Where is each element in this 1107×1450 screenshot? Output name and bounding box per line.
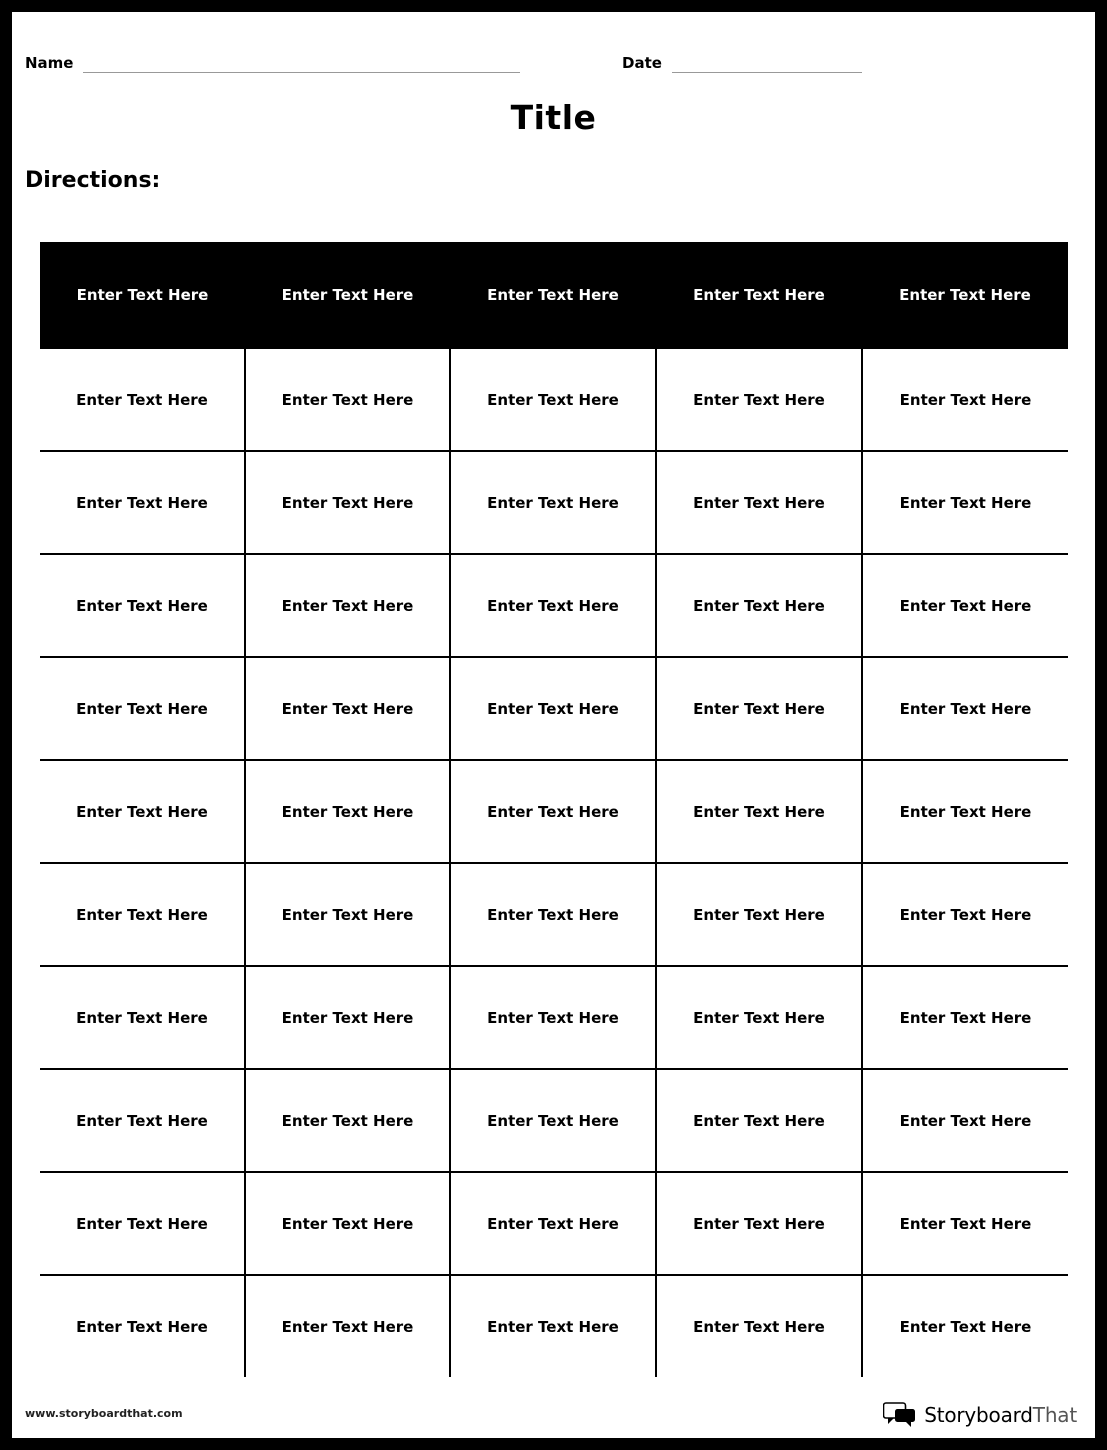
table-cell[interactable]: Enter Text Here — [245, 760, 450, 863]
table-cell[interactable]: Enter Text Here — [450, 657, 656, 760]
table-cell[interactable]: Enter Text Here — [656, 1275, 862, 1377]
table-cell[interactable]: Enter Text Here — [245, 863, 450, 966]
brand-name-first: Storyboard — [924, 1403, 1033, 1427]
table-cell[interactable]: Enter Text Here — [245, 1069, 450, 1172]
table-cell[interactable]: Enter Text Here — [656, 554, 862, 657]
table-row — [40, 657, 1068, 760]
table-cell[interactable]: Enter Text Here — [245, 1172, 450, 1275]
worksheet-table — [40, 242, 1068, 1377]
table-cell[interactable]: Enter Text Here — [862, 451, 1068, 554]
table-row — [40, 1069, 1068, 1172]
table-row — [40, 348, 1068, 451]
footer-url[interactable]: www.storyboardthat.com — [25, 1407, 183, 1420]
date-write-line[interactable] — [672, 71, 862, 73]
date-label: Date — [622, 54, 662, 72]
table-cell[interactable]: Enter Text Here — [656, 451, 862, 554]
name-field[interactable] — [25, 56, 520, 73]
table-cell[interactable]: Enter Text Here — [862, 348, 1068, 451]
table-cell[interactable]: Enter Text Here — [656, 1172, 862, 1275]
table-cell[interactable]: Enter Text Here — [656, 966, 862, 1069]
table-body — [40, 348, 1068, 1377]
table-row — [40, 966, 1068, 1069]
table-header-cell[interactable]: Enter Text Here — [450, 242, 656, 348]
table-cell[interactable]: Enter Text Here — [450, 451, 656, 554]
table-cell[interactable]: Enter Text Here — [450, 1069, 656, 1172]
page-title[interactable]: Title — [510, 98, 597, 137]
brand-name — [924, 1403, 1077, 1427]
speech-bubble-icon — [883, 1402, 917, 1428]
directions-label[interactable]: Directions: — [25, 168, 161, 193]
table-cell[interactable]: Enter Text Here — [656, 1069, 862, 1172]
table-header-cell[interactable]: Enter Text Here — [245, 242, 450, 348]
table-cell[interactable]: Enter Text Here — [862, 863, 1068, 966]
table-cell[interactable]: Enter Text Here — [862, 1172, 1068, 1275]
table-cell[interactable]: Enter Text Here — [656, 657, 862, 760]
brand-logo[interactable] — [883, 1402, 1077, 1428]
brand-name-second: That — [1032, 1403, 1077, 1427]
table-header-row — [40, 242, 1068, 348]
worksheet-page — [12, 12, 1095, 1438]
table-cell[interactable]: Enter Text Here — [245, 451, 450, 554]
table-cell[interactable]: Enter Text Here — [245, 554, 450, 657]
table-cell[interactable]: Enter Text Here — [656, 863, 862, 966]
table-header — [40, 242, 1068, 348]
table-cell[interactable]: Enter Text Here — [40, 1069, 245, 1172]
table-cell[interactable]: Enter Text Here — [862, 1275, 1068, 1377]
table-cell[interactable]: Enter Text Here — [450, 1172, 656, 1275]
table-cell[interactable]: Enter Text Here — [656, 760, 862, 863]
table-cell[interactable]: Enter Text Here — [862, 760, 1068, 863]
table-cell[interactable]: Enter Text Here — [862, 1069, 1068, 1172]
table-row — [40, 760, 1068, 863]
date-field[interactable] — [622, 56, 862, 73]
table-cell[interactable]: Enter Text Here — [40, 966, 245, 1069]
table-cell[interactable]: Enter Text Here — [450, 554, 656, 657]
table-cell[interactable]: Enter Text Here — [450, 966, 656, 1069]
name-label: Name — [25, 54, 74, 72]
table-cell[interactable]: Enter Text Here — [245, 966, 450, 1069]
table-cell[interactable]: Enter Text Here — [40, 554, 245, 657]
table-row — [40, 1172, 1068, 1275]
table-cell[interactable]: Enter Text Here — [450, 760, 656, 863]
table-cell[interactable]: Enter Text Here — [656, 348, 862, 451]
table-cell[interactable]: Enter Text Here — [245, 348, 450, 451]
table-header-cell[interactable]: Enter Text Here — [656, 242, 862, 348]
table-cell[interactable]: Enter Text Here — [40, 348, 245, 451]
worksheet-table-wrap — [40, 242, 1068, 1377]
table-row — [40, 1275, 1068, 1377]
table-cell[interactable]: Enter Text Here — [40, 863, 245, 966]
table-cell[interactable]: Enter Text Here — [862, 554, 1068, 657]
table-row — [40, 554, 1068, 657]
table-cell[interactable]: Enter Text Here — [245, 1275, 450, 1377]
table-cell[interactable]: Enter Text Here — [40, 1172, 245, 1275]
table-header-cell[interactable]: Enter Text Here — [862, 242, 1068, 348]
table-header-cell[interactable]: Enter Text Here — [40, 242, 245, 348]
table-cell[interactable]: Enter Text Here — [862, 657, 1068, 760]
table-cell[interactable]: Enter Text Here — [450, 348, 656, 451]
name-write-line[interactable] — [83, 71, 520, 73]
table-cell[interactable]: Enter Text Here — [450, 1275, 656, 1377]
table-cell[interactable]: Enter Text Here — [862, 966, 1068, 1069]
table-cell[interactable]: Enter Text Here — [40, 657, 245, 760]
table-cell[interactable]: Enter Text Here — [40, 451, 245, 554]
table-row — [40, 863, 1068, 966]
table-cell[interactable]: Enter Text Here — [40, 1275, 245, 1377]
table-cell[interactable]: Enter Text Here — [245, 657, 450, 760]
meta-row — [12, 50, 1095, 84]
table-row — [40, 451, 1068, 554]
table-cell[interactable]: Enter Text Here — [40, 760, 245, 863]
table-cell[interactable]: Enter Text Here — [450, 863, 656, 966]
